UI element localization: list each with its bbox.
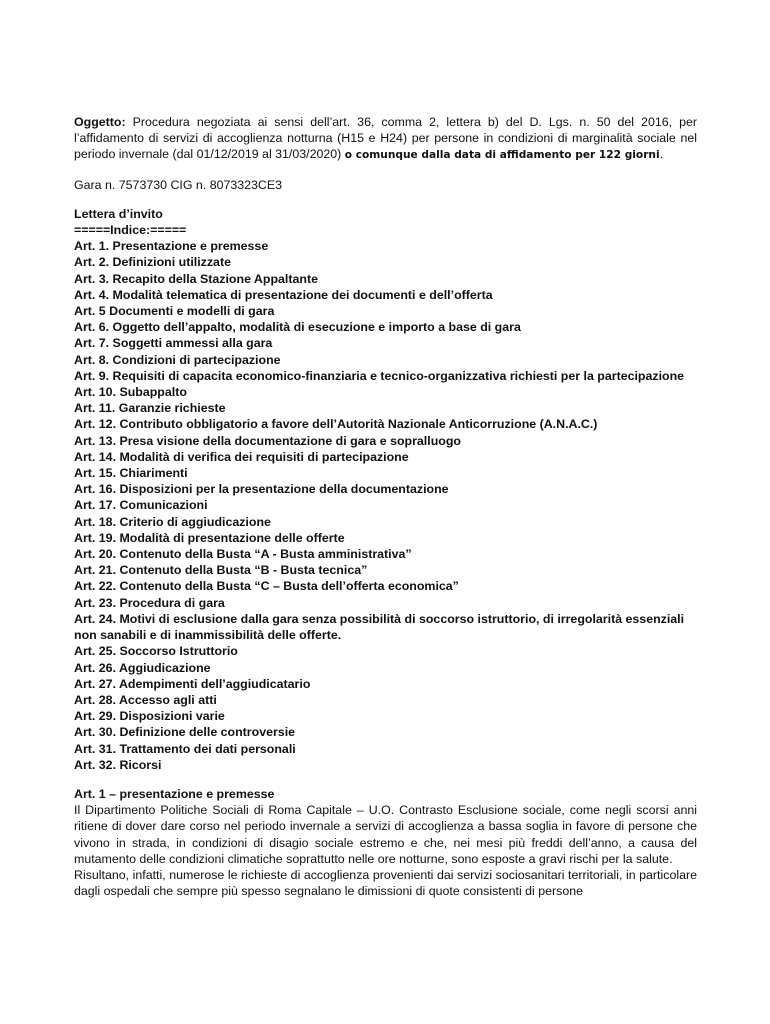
toc-item: Art. 1. Presentazione e premesse xyxy=(74,239,269,254)
spacer xyxy=(74,193,697,206)
toc-item: Art. 8. Condizioni di partecipazione xyxy=(74,352,281,367)
toc-item: Art. 14. Modalità di verifica dei requisiti di partecipazione xyxy=(74,449,409,464)
tender-reference: Gara n. 7573730 CIG n. 8073323CE3 xyxy=(74,177,283,192)
toc-item: Art. 2. Definizioni utilizzate xyxy=(74,255,231,270)
toc-item: Art. 15. Chiarimenti xyxy=(74,466,188,481)
subject-paragraph xyxy=(74,114,697,164)
toc-item: Art. 21. Contenuto della Busta “B - Busta tecnica” xyxy=(74,563,368,578)
toc-item: Art. 16. Disposizioni per la presentazione della documentazione xyxy=(74,482,449,497)
toc-item: Art. 25. Soccorso Istruttorio xyxy=(74,644,238,659)
toc-item: Art. 22. Contenuto della Busta “C – Busta dell’offerta economica” xyxy=(74,579,459,594)
toc-item: Art. 28. Accesso agli atti xyxy=(74,692,217,707)
table-of-contents xyxy=(74,238,697,773)
subject-text: Procedura negoziata ai sensi dell’art. 36, comma 2, lettera b) del D. Lgs. n. 50 del 2016, per l’affidamento di servizi di accoglienza notturna (H15 e H24) per persone in condizioni di marginalità sociale nel periodo invernale (dal 01/12/2019 al 31/03/2020) xyxy=(74,115,697,162)
toc-item: Art. 20. Contenuto della Busta “A - Busta amministrativa” xyxy=(74,547,412,562)
subject-label: Oggetto: xyxy=(74,115,126,129)
toc-item: Art. 31. Trattamento dei dati personali xyxy=(74,741,296,756)
toc-item: Art. 4. Modalità telematica di presentazione dei documenti e dell’offerta xyxy=(74,287,493,302)
toc-item: Art. 32. Ricorsi xyxy=(74,757,162,772)
toc-item: Art. 6. Oggetto dell’appalto, modalità di esecuzione e importo a base di gara xyxy=(74,320,521,335)
art1-paragraph-2: Risultano, infatti, numerose le richieste di accoglienza provenienti dai servizi sociosanitari territoriali, in particolare dagli ospedali che sempre più spesso segnalano le dimissioni di quote consistenti di persone xyxy=(74,867,697,899)
toc-item: Art. 30. Definizione delle controversie xyxy=(74,725,296,740)
toc-item: Art. 13. Presa visione della documentazione di gara e sopralluogo xyxy=(74,433,461,448)
toc-item: Art. 24. Motivi di esclusione dalla gara senza possibilità di soccorso istruttorio, di irregolarità essenziali non sanabili e di inammissibilità delle offerte. xyxy=(74,611,685,643)
index-heading: =====Indice:===== xyxy=(74,223,187,238)
toc-item: Art. 18. Criterio di aggiudicazione xyxy=(74,514,271,529)
spacer xyxy=(74,773,697,786)
toc-item: Art. 11. Garanzie richieste xyxy=(74,401,226,416)
toc-item: Art. 17. Comunicazioni xyxy=(74,498,208,513)
toc-item: Art. 26. Aggiudicazione xyxy=(74,660,211,675)
toc-item: Art. 19. Modalità di presentazione delle offerte xyxy=(74,530,345,545)
document-page xyxy=(74,114,697,899)
art1-heading: Art. 1 – presentazione e premesse xyxy=(74,786,275,801)
spacer xyxy=(74,164,697,177)
subject-tail: . xyxy=(659,147,664,162)
letter-title: Lettera d’invito xyxy=(74,206,163,221)
toc-item: Art. 9. Requisiti di capacita economico-finanziaria e tecnico-organizzativa richiesti per la partecipazione xyxy=(74,368,685,383)
toc-item: Art. 27. Adempimenti dell’aggiudicatario xyxy=(74,676,311,691)
toc-item: Art. 3. Recapito della Stazione Appaltante xyxy=(74,271,318,286)
toc-item: Art. 5 Documenti e modelli di gara xyxy=(74,304,275,319)
art1-paragraph-1: Il Dipartimento Politiche Sociali di Roma Capitale – U.O. Contrasto Esclusione sociale, come negli scorsi anni ritiene di dover dare corso nel periodo invernale a servizi di accoglienza a bassa soglia in favore di persone che vivono in strada, in condizioni di disagio sociale estremo e che, nei mesi più freddi dell’anno, a causa del mutamento delle condizioni climatiche soprattutto nelle ore notturne, sono esposte a gravi rischi per la salute. xyxy=(74,803,697,866)
toc-item: Art. 12. Contributo obbligatorio a favore dell’Autorità Nazionale Anticorruzione (A.N.A.C.) xyxy=(74,417,598,432)
toc-item: Art. 23. Procedura di gara xyxy=(74,595,225,610)
toc-item: Art. 10. Subappalto xyxy=(74,385,187,400)
subject-emphasis: o comunque dalla data di affidamento per 122 giorni xyxy=(344,149,660,162)
toc-item: Art. 7. Soggetti ammessi alla gara xyxy=(74,336,273,351)
toc-item: Art. 29. Disposizioni varie xyxy=(74,709,225,724)
